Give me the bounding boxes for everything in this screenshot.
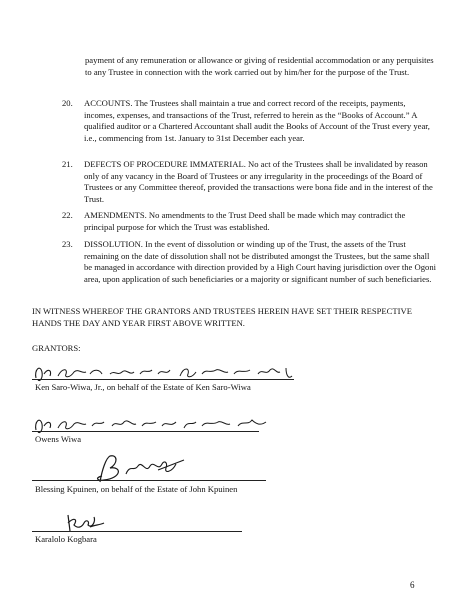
clause-number: 22. [62, 210, 73, 220]
signature-line [32, 431, 259, 432]
signature-line [32, 531, 242, 532]
signatory-name: Owens Wiwa [35, 434, 82, 444]
clause-number: 20. [62, 98, 73, 108]
handwritten-signature [30, 414, 280, 436]
clause-number: 23. [62, 239, 73, 249]
grantors-heading: GRANTORS: [32, 343, 81, 353]
clause-text: DISSOLUTION. In the event of dissolution or winding up of the Trust, the assets of the Trust remaining on the date of dissolution shall not be distributed amongst the Trustees, but the same shall be managed in accordance with direction provided by a High Court having jurisdiction over the Ogoni area, upon application of such beneficiaries or a majority or significant number of such beneficiaries. [84, 239, 437, 284]
signatory-name: Ken Saro-Wiwa, Jr., on behalf of the Estate of Ken Saro-Wiwa [35, 382, 251, 392]
handwritten-signature [30, 362, 310, 384]
clause-text: AMENDMENTS. No amendments to the Trust Deed shall be made which may contradict the principal purpose for which the Trust was established. [84, 210, 406, 232]
witness-clause: IN WITNESS WHEREOF THE GRANTORS AND TRUSTEES HEREIN HAVE SET THEIR RESPECTIVE HANDS THE DAY AND YEAR FIRST ABOVE WRITTEN. [32, 306, 412, 328]
signatory-name: Blessing Kpuinen, on behalf of the Estate of John Kpuinen [35, 484, 238, 494]
clause-20 [62, 98, 437, 144]
clause-21 [62, 159, 437, 205]
clause-number: 21. [62, 159, 73, 169]
clause-23 [62, 239, 437, 285]
signature-line [32, 480, 266, 481]
intro-paragraph: payment of any remuneration or allowance or giving of residential accommodation or any perquisites to any Trustee in connection with the work carried out by him/her for the purpose of the Trust. [85, 55, 434, 77]
clause-text: DEFECTS OF PROCEDURE IMMATERIAL. No act of the Trustees shall be invalidated by reason only of any vacancy in the Board of Trustees or any irregularity in the proceedings of the Board of Trustees or any Committee thereof, provided the transactions were bona fide and in the interest of the Trust. [84, 159, 433, 204]
signatory-name: Karalolo Kogbara [35, 534, 97, 544]
clause-22 [62, 210, 437, 233]
clause-text: ACCOUNTS. The Trustees shall maintain a true and correct record of the receipts, payments, incomes, expenses, and transactions of the Trust, referred to herein as the “Books of Account.” A qualified auditor or a Chartered Accountant shall audit the Books of Account of the Trust every year, i.e., commencing from 1st. January to 31st December each year. [84, 98, 430, 143]
signature-line [32, 379, 294, 380]
page-number: 6 [410, 580, 415, 590]
